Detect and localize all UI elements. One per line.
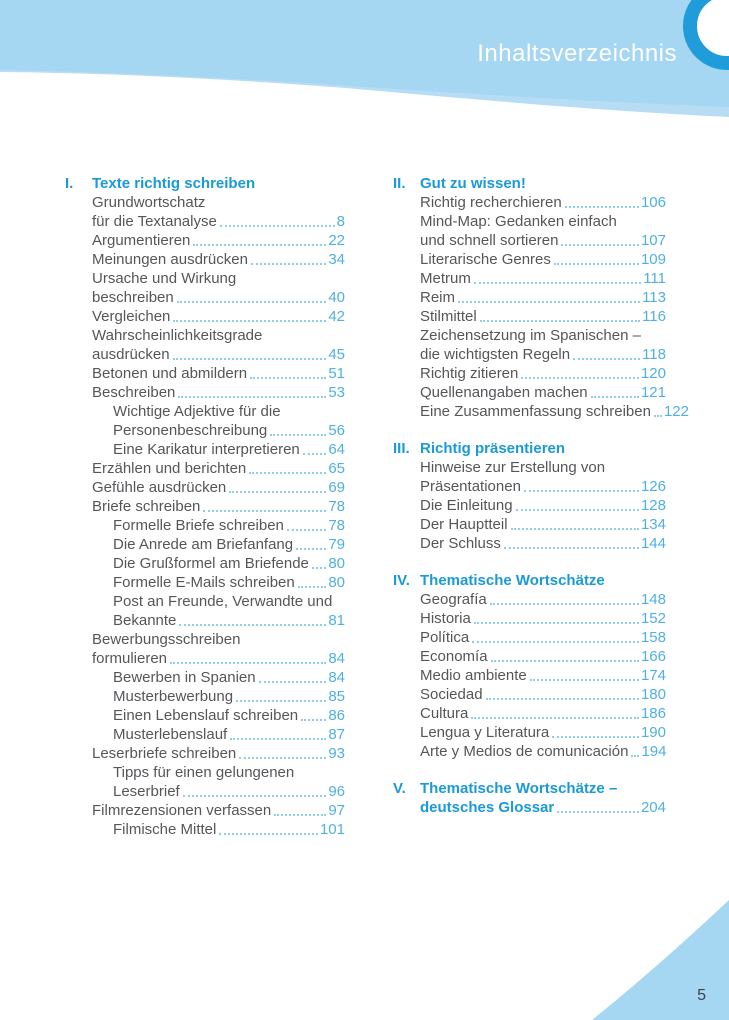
toc-entry: [92, 744, 345, 763]
toc-entry-page: 42: [328, 308, 345, 325]
section-numeral: V.: [393, 780, 406, 797]
toc-entry-label: Literarische Genres: [420, 251, 551, 268]
dot-leader: [591, 383, 639, 398]
toc-entry: [92, 345, 345, 364]
toc-entry: [420, 345, 666, 364]
toc-entry: [92, 630, 345, 649]
toc-entry: [420, 458, 666, 477]
section-title-line: [420, 571, 666, 590]
toc-entry: [92, 649, 345, 668]
toc-entry-label: Bewerbungsschreiben: [92, 631, 241, 648]
dot-leader: [511, 515, 639, 530]
dot-leader: [471, 704, 639, 719]
toc-entry-page: 65: [328, 460, 345, 477]
section-title: Richtig präsentieren: [420, 440, 566, 457]
toc-entry-page: 85: [328, 688, 345, 705]
section-numeral: II.: [393, 175, 406, 192]
dot-leader: [230, 725, 326, 740]
toc-column-right: [393, 174, 689, 817]
toc-entry-label: Cultura: [420, 705, 469, 722]
dot-leader: [274, 801, 326, 816]
toc-entry-label: Betonen und abmildern: [92, 365, 248, 382]
toc-entry: [92, 288, 345, 307]
toc-entry-label: Die Anrede am Briefanfang: [113, 536, 294, 553]
toc-entry-page: 80: [328, 555, 345, 572]
toc-entry-page: 158: [640, 629, 666, 646]
toc-entry: [92, 269, 345, 288]
dot-leader: [179, 611, 326, 626]
toc-entry-page: 116: [642, 308, 666, 325]
toc-entry: [92, 668, 345, 687]
dot-leader: [573, 345, 640, 360]
toc-entry-label: Bewerben in Spanien: [113, 669, 256, 686]
toc-entry: [92, 212, 345, 231]
toc-entry-label: Zeichensetzung im Spanischen –: [420, 327, 641, 344]
toc-entry-label: ausdrücken: [92, 346, 170, 363]
toc-entry: [420, 666, 666, 685]
dot-leader: [474, 269, 641, 284]
toc-entry-page: 93: [328, 745, 345, 762]
toc-entry-page: 8: [336, 213, 345, 230]
toc-entry-page: 84: [328, 669, 345, 686]
section-numeral: III.: [393, 440, 410, 457]
dot-leader: [530, 666, 639, 681]
dot-leader: [554, 250, 639, 265]
toc-entry: [420, 590, 666, 609]
toc-entry-label: Leserbriefe schreiben: [92, 745, 237, 762]
dot-leader: [203, 497, 326, 512]
toc-entry-label: formulieren: [92, 650, 168, 667]
toc-entry-label: Metrum: [420, 270, 471, 287]
toc-entry-label: Personenbeschreibung: [113, 422, 268, 439]
dot-leader: [170, 649, 326, 664]
toc-entry-page: 87: [328, 726, 345, 743]
footer-corner-shape: [592, 900, 729, 1020]
dot-leader: [472, 628, 639, 643]
toc-entry-label: Mind-Map: Gedanken einfach: [420, 213, 617, 230]
dot-leader: [239, 744, 326, 759]
dot-leader: [173, 307, 326, 322]
toc-entry-label: Die Einleitung: [420, 497, 513, 514]
toc-entry: [92, 554, 345, 573]
toc-entry-label: Formelle Briefe schreiben: [113, 517, 284, 534]
toc-entry-label: Tipps für einen gelungenen: [113, 764, 295, 781]
dot-leader: [491, 647, 639, 662]
toc-entry-page: 113: [642, 289, 666, 306]
toc-entry: [92, 592, 345, 611]
toc-entry-label: Ursache und Wirkung: [92, 270, 237, 287]
dot-leader: [521, 364, 639, 379]
toc-entry-page: 53: [328, 384, 345, 401]
toc-entry-page: 86: [328, 707, 345, 724]
toc-section: [393, 439, 666, 553]
toc-entry-label: die wichtigsten Regeln: [420, 346, 571, 363]
toc-section: [393, 571, 666, 761]
toc-entry-page: 80: [328, 574, 345, 591]
toc-entry: [92, 421, 345, 440]
toc-entry: [420, 723, 666, 742]
toc-entry-page: 144: [640, 535, 666, 552]
toc-entry-label: Musterbewerbung: [113, 688, 234, 705]
dot-leader: [631, 742, 639, 757]
dot-leader: [183, 782, 327, 797]
dot-leader: [229, 478, 326, 493]
toc-entry: [420, 212, 666, 231]
dot-leader: [654, 402, 662, 417]
toc-entry-label: Bekannte: [113, 612, 177, 629]
toc-entry: [92, 250, 345, 269]
toc-entry-page: 79: [328, 536, 345, 553]
toc-entry-page: 134: [640, 516, 666, 533]
toc-entry: [92, 611, 345, 630]
toc-entry: [420, 364, 666, 383]
dot-leader: [173, 345, 327, 360]
dot-leader: [236, 687, 326, 702]
section-title-line: [420, 779, 666, 798]
toc-entry-page: 148: [640, 591, 666, 608]
toc-entry-label: Economía: [420, 648, 488, 665]
dot-leader: [557, 798, 639, 813]
dot-leader: [298, 573, 327, 588]
toc-entry: [92, 516, 345, 535]
section-title: deutsches Glossar: [420, 799, 555, 816]
toc-entry-label: Leserbrief: [113, 783, 180, 800]
toc-entry-page: 106: [640, 194, 666, 211]
toc-entry: [92, 193, 345, 212]
toc-entry-label: beschreiben: [92, 289, 174, 306]
dot-leader: [524, 477, 639, 492]
dot-leader: [312, 554, 326, 569]
toc-entry-label: Reim: [420, 289, 456, 306]
toc-entry: [92, 364, 345, 383]
toc-entry: [420, 307, 666, 326]
toc-entry-label: Medio ambiente: [420, 667, 527, 684]
toc-entry: [420, 628, 666, 647]
toc-entry-label: Stilmittel: [420, 308, 477, 325]
toc-entry: [92, 497, 345, 516]
toc-entry-label: Hinweise zur Erstellung von: [420, 459, 606, 476]
toc-entry-label: Vergleichen: [92, 308, 171, 325]
toc-entry: [420, 609, 666, 628]
toc-entry: [92, 763, 345, 782]
toc-entry: [420, 231, 666, 250]
toc-entry: [92, 383, 345, 402]
section-title-line: [420, 798, 666, 817]
toc-entry-page: 118: [642, 346, 666, 363]
toc-entry-page: 204: [640, 799, 666, 816]
section-title-line: [92, 174, 345, 193]
section-numeral: I.: [65, 175, 74, 192]
dot-leader: [251, 250, 326, 265]
toc-entry-label: Quellenangaben machen: [420, 384, 588, 401]
toc-entry-label: Richtig recherchieren: [420, 194, 562, 211]
dot-leader: [193, 231, 326, 246]
toc-entry-page: 152: [640, 610, 666, 627]
dot-leader: [249, 459, 326, 474]
dot-leader: [287, 516, 326, 531]
toc-section: [393, 779, 666, 817]
dot-leader: [516, 496, 639, 511]
toc-entry: [420, 288, 666, 307]
toc-entry-page: 78: [328, 517, 345, 534]
toc-entry: [92, 231, 345, 250]
toc-entry-page: 166: [640, 648, 666, 665]
toc-entry-page: 128: [640, 497, 666, 514]
dot-leader: [177, 288, 327, 303]
toc-entry-page: 96: [328, 783, 345, 800]
dot-leader: [480, 307, 640, 322]
toc-entry-page: 190: [640, 724, 666, 741]
toc-section: [65, 174, 345, 839]
toc-entry: [92, 573, 345, 592]
toc-entry: [92, 440, 345, 459]
toc-entry-page: 81: [328, 612, 345, 629]
toc-entry-page: 56: [328, 422, 345, 439]
toc-entry: [420, 647, 666, 666]
section-title: Gut zu wissen!: [420, 175, 526, 192]
toc-column-left: [65, 174, 345, 839]
toc-entry-page: 101: [319, 821, 345, 838]
toc-entry: [420, 326, 666, 345]
toc-entry: [92, 782, 345, 801]
toc-entry-label: Der Hauptteil: [420, 516, 508, 533]
toc-entry: [420, 383, 666, 402]
toc-entry: [420, 496, 666, 515]
dot-leader: [178, 383, 326, 398]
dot-leader: [219, 820, 318, 835]
toc-entry-page: 180: [640, 686, 666, 703]
toc-entry-page: 97: [328, 802, 345, 819]
dot-leader: [303, 440, 327, 455]
section-numeral: IV.: [393, 572, 410, 589]
toc-entry-label: Meinungen ausdrücken: [92, 251, 248, 268]
toc-entry-page: 122: [663, 403, 689, 420]
toc-entry: [420, 742, 666, 761]
dot-leader: [220, 212, 335, 227]
section-title: Thematische Wortschätze: [420, 572, 605, 589]
toc-entry: [420, 685, 666, 704]
toc-entry-page: 111: [643, 270, 666, 287]
toc-entry-page: 78: [328, 498, 345, 515]
toc-entry: [420, 534, 666, 553]
toc-entry-label: Sociedad: [420, 686, 483, 703]
toc-entry: [92, 326, 345, 345]
toc-entry-label: Filmische Mittel: [113, 821, 217, 838]
toc-entry: [92, 725, 345, 744]
toc-entry: [420, 515, 666, 534]
toc-entry-label: Eine Zusammenfassung schreiben: [420, 403, 651, 420]
section-title-line: [420, 174, 666, 193]
dot-leader: [486, 685, 639, 700]
toc-entry: [92, 687, 345, 706]
dot-leader: [250, 364, 326, 379]
ring-icon: [690, 0, 729, 63]
toc-entry-label: Historia: [420, 610, 471, 627]
toc-entry-label: Wahrscheinlichkeitsgrade: [92, 327, 263, 344]
dot-leader: [552, 723, 639, 738]
toc-entry-label: Arte y Medios de comunicación: [420, 743, 629, 760]
toc-entry: [92, 459, 345, 478]
toc-entry: [420, 704, 666, 723]
toc-entry-label: Beschreiben: [92, 384, 176, 401]
dot-leader: [504, 534, 639, 549]
section-title-line: [420, 439, 666, 458]
section-title: Thematische Wortschätze –: [420, 780, 618, 797]
toc-entry-page: 107: [640, 232, 666, 249]
toc-entry-label: Musterlebenslauf: [113, 726, 228, 743]
toc-entry: [92, 706, 345, 725]
toc-entry-label: Geografía: [420, 591, 487, 608]
dot-leader: [490, 590, 639, 605]
toc-entry: [420, 250, 666, 269]
toc-section: [393, 174, 689, 421]
dot-leader: [561, 231, 639, 246]
toc-entry-page: 40: [328, 289, 345, 306]
toc-entry-label: Formelle E-Mails schreiben: [113, 574, 295, 591]
toc-entry-label: Präsentationen: [420, 478, 521, 495]
toc-entry-page: 194: [641, 743, 667, 760]
toc-entry-label: Die Grußformel am Briefende: [113, 555, 309, 572]
footer-wave: [0, 890, 729, 1020]
toc-entry-label: Einen Lebenslauf schreiben: [113, 707, 299, 724]
toc-entry-page: 120: [640, 365, 666, 382]
toc-entry-label: Gefühle ausdrücken: [92, 479, 227, 496]
toc-entry-label: Grundwortschatz: [92, 194, 206, 211]
toc-entry-label: Filmrezensionen verfassen: [92, 802, 272, 819]
dot-leader: [270, 421, 326, 436]
toc-entry-label: Erzählen und berichten: [92, 460, 247, 477]
toc-entry-page: 174: [640, 667, 666, 684]
toc-entry-label: Richtig zitieren: [420, 365, 519, 382]
toc-entry-page: 186: [640, 705, 666, 722]
toc-entry-page: 84: [328, 650, 345, 667]
toc-entry: [92, 307, 345, 326]
dot-leader: [458, 288, 640, 303]
toc-entry-page: 45: [328, 346, 345, 363]
dot-leader: [301, 706, 326, 721]
toc-entry-page: 121: [640, 384, 666, 401]
toc-entry-page: 69: [328, 479, 345, 496]
toc-entry-label: Política: [420, 629, 470, 646]
toc-entry: [92, 801, 345, 820]
section-title: Texte richtig schreiben: [92, 175, 256, 192]
toc-entry-page: 22: [328, 232, 345, 249]
toc-entry-label: und schnell sortieren: [420, 232, 559, 249]
page-header-title: Inhaltsverzeichnis: [477, 40, 677, 67]
toc-entry: [92, 478, 345, 497]
toc-entry: [420, 477, 666, 496]
dot-leader: [474, 609, 639, 624]
toc-entry-page: 64: [328, 441, 345, 458]
toc-entry-label: Lengua y Literatura: [420, 724, 550, 741]
toc-entry-label: für die Textanalyse: [92, 213, 217, 230]
toc-entry-page: 51: [328, 365, 345, 382]
toc-entry: [92, 402, 345, 421]
toc-entry-label: Briefe schreiben: [92, 498, 201, 515]
toc-entry-label: Der Schluss: [420, 535, 501, 552]
toc-entry: [92, 535, 345, 554]
toc-entry-page: 126: [640, 478, 666, 495]
toc-entry-label: Post an Freunde, Verwandte und: [113, 593, 333, 610]
dot-leader: [259, 668, 327, 683]
toc-entry-label: Argumentieren: [92, 232, 191, 249]
toc-entry: [92, 820, 345, 839]
toc-entry: [420, 269, 666, 288]
toc-entry-page: 34: [328, 251, 345, 268]
dot-leader: [565, 193, 639, 208]
page-number: 5: [697, 987, 706, 1004]
toc-entry: [420, 193, 666, 212]
dot-leader: [296, 535, 326, 550]
toc-entry: [420, 402, 689, 421]
toc-entry-label: Eine Karikatur interpretieren: [113, 441, 300, 458]
toc-entry-page: 109: [640, 251, 666, 268]
toc-entry-label: Wichtige Adjektive für die: [113, 403, 281, 420]
